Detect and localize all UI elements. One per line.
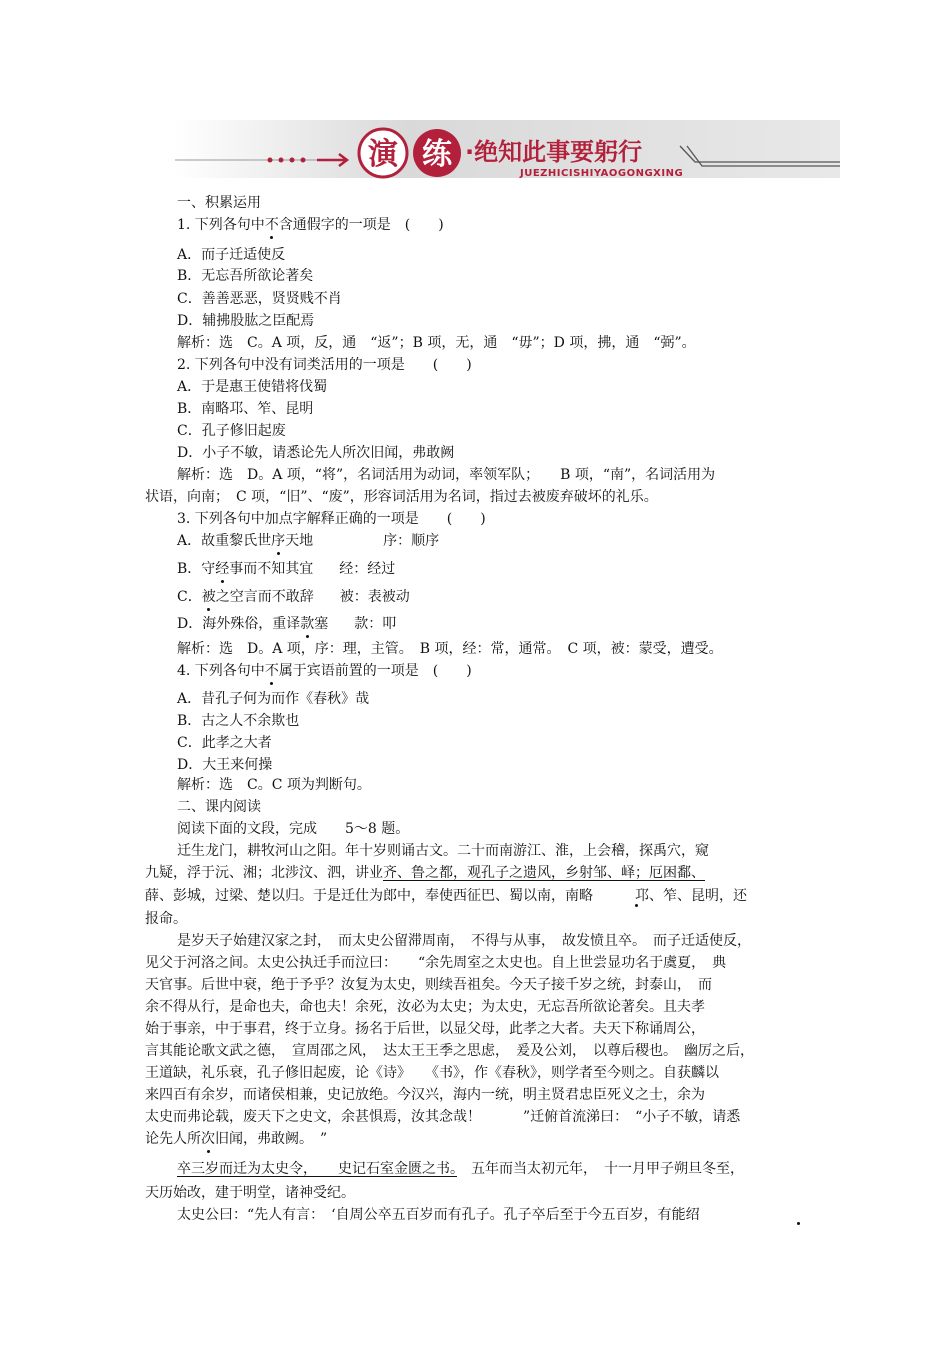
underlined-text: 卒三岁而迁为太史令， 史记石室金匮之书。 xyxy=(177,1161,457,1177)
passage-line: 见父于河洛之间。太史公执迁手而泣曰： “余先周室之太史也。自上世尝显功名于虞夏， 典 xyxy=(145,955,727,971)
q3-option-c: C．被之空言而不敢辞 被：表被动 xyxy=(177,589,410,605)
q4-option-c: C．此孝之大者 xyxy=(177,735,272,751)
question-3-stem: 3. 下列各句中加点字解释正确的一项是 ( ) xyxy=(177,511,486,527)
q1-option-c: C．善善恶恶，贤贤贱不肖 xyxy=(177,291,342,307)
passage-line: 天历始改，建于明堂，诸神受纪。 xyxy=(145,1185,355,1201)
emphasis-char: 不 xyxy=(264,663,279,679)
passage-line: 太史而弗论载，废天下之史文，余甚惧焉，汝其念哉！ ”迁俯首流涕曰： “小子不敏，请悉 xyxy=(145,1109,741,1125)
q1-option-b: B．无忘吾所欲论著矣 xyxy=(177,268,314,284)
underlined-text: 齐、鲁之都，观孔子之遗风，乡射邹、峄；厄困鄱、 xyxy=(383,865,705,881)
q2-option-a: A．于是惠王使错将伐蜀 xyxy=(177,379,328,395)
passage-line: 言其能论歌文武之德， 宣周邵之风， 达太王王季之思虑， 爰及公刘， 以尊后稷也。 幽厉之后， xyxy=(145,1043,754,1059)
q4-answer: 解析：选 C。C 项为判断句。 xyxy=(177,777,371,793)
emphasis-char: 被 xyxy=(201,589,216,605)
emphasis-char: 序 xyxy=(271,533,286,549)
emphasis-char: 次 xyxy=(201,1131,215,1147)
section-heading-1: 一、积累运用 xyxy=(177,195,261,211)
passage-line: 是岁天子始建汉家之封， 而太史公留滞周南， 不得与从事， 故发愤且卒。 而子迁适使反， xyxy=(177,933,751,949)
passage-line: 太史公曰：“先人有言： ‘自周公卒五百岁而有孔子。孔子卒后至于今五百岁，有能绍 xyxy=(177,1207,700,1223)
section-banner xyxy=(175,120,840,190)
passage-line: 卒三岁而迁为太史令， 史记石室金匮之书。 五年而当太初元年， 十一月甲子朔旦冬至， xyxy=(177,1161,744,1177)
passage-line: 余不得从行，是命也夫，命也夫！余死，汝必为太史；为太史，无忘吾所欲论著矣。且夫孝 xyxy=(145,999,705,1015)
q2-option-c: C．孔子修旧起废 xyxy=(177,423,286,439)
q2-answer-line-2: 状语，向南； C 项，“旧”、“废”，形容词活用为名词，指过去被废弃破坏的礼乐。 xyxy=(145,489,658,505)
section-heading-2: 二、课内阅读 xyxy=(177,799,261,815)
emphasis-char: 不 xyxy=(264,217,279,233)
emphasis-dot xyxy=(635,904,638,907)
banner-pinyin: JUEZHICISHIYAOGONGXING xyxy=(520,168,684,179)
emphasis-char: 经 xyxy=(215,561,230,577)
passage-line: 论先人所次旧闻，弗敢阙。 ” xyxy=(145,1131,328,1147)
q3-option-d: D．海外殊俗，重译款塞 款：叩 xyxy=(177,616,397,632)
q3-option-a: A．故重黎氏世序天地 序：顺序 xyxy=(177,533,440,549)
passage-line: 王道缺，礼乐衰，孔子修旧起废，论《诗》 《书》，作《春秋》，则学者至今则之。自获麟以 xyxy=(145,1065,719,1081)
q1-option-a: A．而子迁适使反 xyxy=(177,247,286,263)
emphasis-dot xyxy=(797,1222,800,1225)
q4-option-b: B．古之人不余欺也 xyxy=(177,713,300,729)
banner-title: ·绝知此事要躬行 xyxy=(465,138,643,166)
passage-line: 天官事。后世中衰，绝于予乎？汝复为太史，则续吾祖矣。今天子接千岁之统，封泰山， 而 xyxy=(145,977,712,993)
passage-line: 来四百有余岁，而诸侯相兼，史记放绝。今汉兴，海内一统，明主贤君忠臣死义之士，余为 xyxy=(145,1087,705,1103)
q1-answer: 解析：选 C。A 项，反，通 “返”；B 项，无，通 “毋”；D 项，拂，通 “弼”。 xyxy=(177,335,696,351)
q2-answer-line-1: 解析：选 D。A 项，“将”，名词活用为动词，率领军队； B 项，“南”，名词活用为 xyxy=(177,467,716,483)
q3-answer: 解析：选 D。A 项，序：理，主管。 B 项，经：常，通常。 C 项，被：蒙受，遭受。 xyxy=(177,641,723,657)
q4-option-d: D．大王来何操 xyxy=(177,757,273,773)
q2-option-d: D．小子不敏，请悉论先人所次旧闻，弗敢阙 xyxy=(177,445,455,461)
question-1-stem: 1. 下列各句中不含通假字的一项是 ( ) xyxy=(177,217,444,233)
q1-option-d: D．辅拂股肱之臣配焉 xyxy=(177,313,315,329)
badge-char-yan: 演 xyxy=(368,137,398,172)
question-2-stem: 2. 下列各句中没有词类活用的一项是 ( ) xyxy=(177,357,472,373)
badge-char-lian: 练 xyxy=(422,137,452,172)
q4-option-a: A．昔孔子何为而作《春秋》哉 xyxy=(177,691,370,707)
passage-line: 迁生龙门，耕牧河山之阳。年十岁则诵古文。二十而南游江、淮，上会稽，探禹穴，窥 xyxy=(177,843,709,859)
reading-instruction: 阅读下面的文段，完成 5～8 题。 xyxy=(177,821,410,837)
passage-line: 报命。 xyxy=(145,911,187,927)
question-4-stem: 4. 下列各句中不属于宾语前置的一项是 ( ) xyxy=(177,663,472,679)
emphasis-char: 款 xyxy=(300,616,315,632)
q3-option-b: B．守经事而不知其宜 经：经过 xyxy=(177,561,396,577)
banner-graphic xyxy=(175,120,840,190)
passage-line: 九疑，浮于沅、湘；北涉汶、泗，讲业齐、鲁之都，观孔子之遗风，乡射邹、峄；厄困鄱、 xyxy=(145,865,705,881)
passage-line: 薛、彭城，过梁、楚以归。于是迁仕为郎中，奉使西征巴、蜀以南，南略 邛、笮、昆明，还 xyxy=(145,888,747,904)
passage-line: 始于事亲，中于事君，终于立身。扬名于后世，以显父母，此孝之大者。夫天下称诵周公， xyxy=(145,1021,705,1037)
q2-option-b: B．南略邛、笮、昆明 xyxy=(177,401,314,417)
